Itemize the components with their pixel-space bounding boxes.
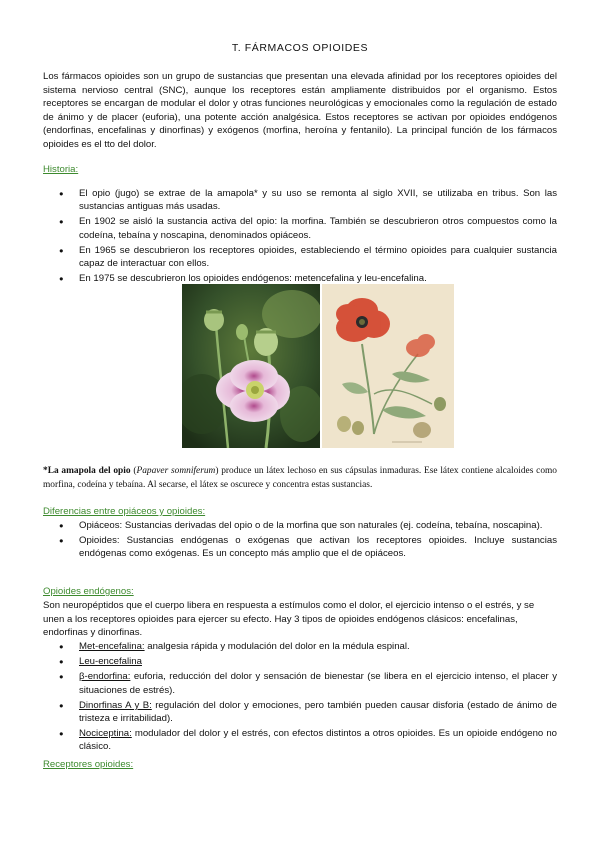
list-item: ● En 1975 se descubrieron los opioides endógenos: metencefalina y leu-encefalina. xyxy=(43,272,557,285)
caption-text: ) produce un látex lechoso en sus cápsulas inmaduras. Ese látex contiene alcaloides como morfina, codeína y tebaína. Al secarse, el látex se oscurece y concentra estas sustancias. xyxy=(43,466,557,490)
term: Dinorfinas A y B: xyxy=(79,699,152,711)
list-item xyxy=(43,655,557,668)
list-item: ● El opio (jugo) se extrae de la amapola* y su uso se remonta al siglo XVII, se utilizaba en tribus. Son las sustancias antiguas más usadas. xyxy=(43,187,557,213)
historia-heading: Historia: xyxy=(43,164,79,175)
endogenos-list xyxy=(43,640,557,756)
term-desc: euforia, reducción del dolor y sensación de bienestar (se libera en el ejercicio intenso, el placer y situaciones de estrés). xyxy=(79,671,557,696)
list-item: ● En 1965 se descubrieron los receptores opioides, estableciendo el término opioides para cualquier sustancia capaz de interactuar con ellos. xyxy=(43,244,557,270)
diferencias-list xyxy=(43,519,557,563)
poppy-illustration xyxy=(322,284,454,448)
caption-bold: *La amapola del opio xyxy=(43,466,131,476)
page-title: T. FÁRMACOS OPIOIDES xyxy=(231,42,369,54)
endogenos-heading: Opioides endógenos: xyxy=(43,586,134,597)
receptores-heading: Receptores opioides: xyxy=(43,759,134,770)
term: Nociceptina: xyxy=(79,728,132,740)
term: β-endorfina: xyxy=(79,671,131,683)
term: Leu-encefalina xyxy=(79,656,142,668)
term: Met-encefalina: xyxy=(79,641,145,652)
term-desc: analgesia rápida y modulación del dolor en la médula espinal. xyxy=(144,641,410,652)
list-item: ● Opioides: Sustancias endógenas o exógenas que activan los receptores opioides. Incluye sustancias endógenas como exógenas. Es un concepto más amplio que el de opiáceos. xyxy=(43,534,557,560)
figure-caption xyxy=(43,465,557,492)
term-desc: regulación del dolor y emociones, pero también pueden causar disforia (estado de ánimo de tristeza e irritabilidad). xyxy=(79,699,558,725)
caption-paren: ( xyxy=(130,466,137,476)
list-item: ● En 1902 se aisló la sustancia activa del opio: la morfina. También se descubrieron otros compuestos como la codeína, tebaína y noscapina, denominados opiáceos. xyxy=(43,215,557,241)
term-desc: modulador del dolor y el estrés, con efectos distintos a otros opioides. Es un opioide endógeno no clásico. xyxy=(79,728,557,753)
caption-italic: Papaver somniferum xyxy=(136,466,216,476)
list-item: ● Opiáceos: Sustancias derivadas del opio o de la morfina que son naturales (ej. codeína, tebaína, noscapina). xyxy=(43,519,557,532)
list-item xyxy=(43,640,557,653)
historia-list xyxy=(43,187,557,287)
diferencias-heading: Diferencias entre opiáceos y opioides: xyxy=(43,506,206,517)
list-item xyxy=(43,727,557,753)
list-item xyxy=(43,670,557,696)
intro-paragraph: Los fármacos opioides son un grupo de sustancias que presentan una elevada afinidad por los receptores opioides del sistema nervioso central (SNC), aunque los receptores están ampliamente distribuidos por el organismo. Estos receptores se encargan de modular el dolor y otras funciones neurológicas y emocionales como la regulación de estado de ánimo y de placer (euforia), una potente acción analgésica. Estos receptores se activan por opioides endógenos (endorfinas, encefalinas y dinorfinas) y exógenos (morfina, heroína y fentanilo). La principal función de los fármacos opioides es el tto del dolor. xyxy=(43,71,557,150)
list-item xyxy=(43,699,557,725)
poppy-photo xyxy=(182,284,320,448)
endogenos-intro: Son neuropéptidos que el cuerpo libera en respuesta a estímulos como el dolor, el ejercicio intenso o el estrés, y se unen a los receptores opioides para ejercer su efecto. Hay 3 tipos de opioides endógenos clásicos: encefalinas, endorfinas y dinorfinas. xyxy=(43,600,535,639)
